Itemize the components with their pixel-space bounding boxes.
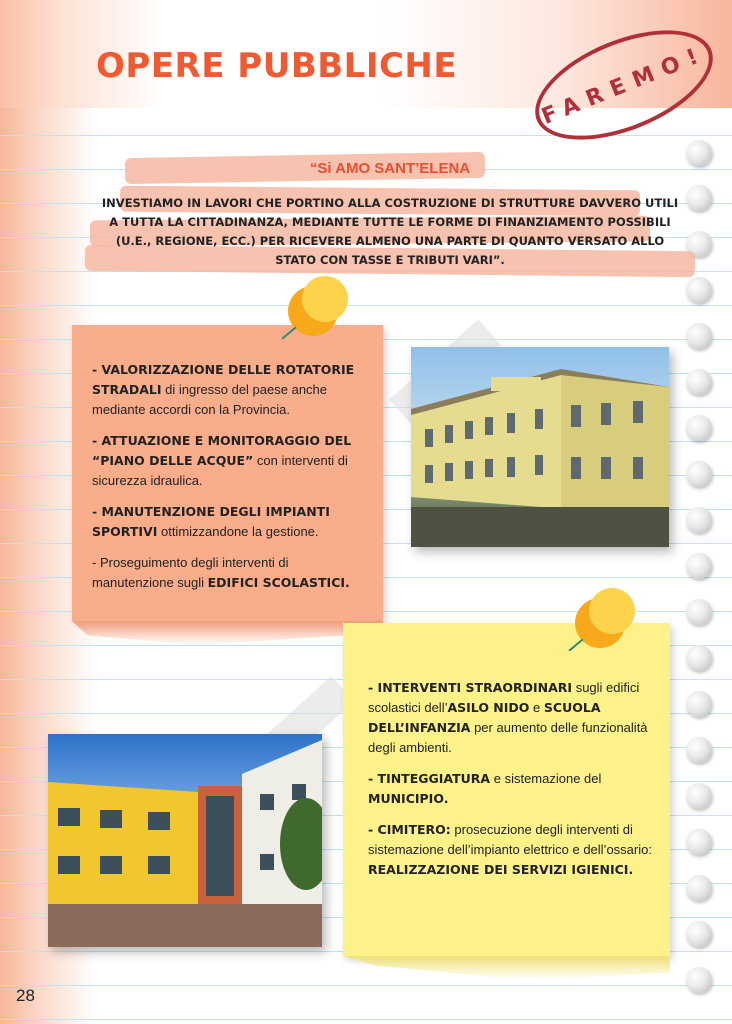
orange-note-list [92, 360, 372, 604]
list-item: - ATTUAZIONE E MONITORAGGIO DEL “PIANO DELLE ACQUE” con interventi di sicurezza idraulica. [92, 433, 352, 488]
binder-ring-icon [686, 415, 712, 441]
list-item: - Proseguimento degli interventi di manutenzione sugli EDIFICI SCOLASTICI. [92, 555, 350, 590]
list-item: - VALORIZZAZIONE DELLE ROTATORIE STRADALI di ingresso del paese anche mediante accordi con la Provincia. [92, 362, 355, 417]
note-curl [343, 956, 670, 980]
binder-ring-icon [686, 507, 712, 533]
kindergarten-photo [48, 734, 322, 947]
list-item: - MANUTENZIONE DEGLI IMPIANTI SPORTIVI ottimizzandone la gestione. [92, 504, 330, 539]
binder-ring-icon [686, 783, 712, 809]
page-number: 28 [16, 986, 35, 1005]
yellow-note-list [368, 678, 663, 891]
binder-ring-icon [686, 921, 712, 947]
binder-ring-icon [686, 461, 712, 487]
list-item: - CIMITERO: prosecuzione degli interventi di sistemazione dell’impianto elettrico e dell’ossario: REALIZZAZIONE DEI SERVIZI IGIENICI. [368, 822, 652, 877]
binder-ring-icon [686, 369, 712, 395]
binder-ring-icon [686, 140, 712, 166]
intro-paragraph: INVESTIAMO IN LAVORI CHE PORTINO ALLA COSTRUZIONE DI STRUTTURE DAVVERO UTILI A TUTTA LA CITTADINANZA, MEDIANTE TUTTE LE FORME DI FINANZIAMENTO POSSIBILI (U.E., REGIONE, ECC.) PER RICEVERE ALMENO UNA PARTE DI QUANTO VERSATO ALLO STATO CON TASSE E TRIBUTI VARI”. [101, 196, 679, 267]
binder-ring-icon [686, 691, 712, 717]
school-building-photo [411, 347, 669, 547]
binder-ring-icon [686, 323, 712, 349]
binder-ring-icon [686, 185, 712, 211]
binder-ring-icon [686, 737, 712, 763]
binder-ring-icon [686, 875, 712, 901]
list-item: - TINTEGGIATURA e sistemazione del MUNICIPIO. [368, 771, 602, 806]
binder-ring-icon [686, 645, 712, 671]
motto-heading: “Si AMO SANT’ELENA [309, 160, 471, 177]
note-curl [72, 621, 383, 645]
binder-ring-icon [686, 599, 712, 625]
binder-ring-icon [686, 967, 712, 993]
list-item: - INTERVENTI STRAORDINARI sugli edifici scolastici dell’ASILO NIDO e SCUOLA DELL’INFANZIA per aumento delle funzionalità degli ambienti. [368, 680, 648, 755]
binder-ring-icon [686, 277, 712, 303]
pushpin-icon [288, 276, 350, 338]
page-title: OPERE PUBBLICHE [96, 46, 458, 86]
binder-ring-icon [686, 829, 712, 855]
stamp-text: FAREMO! [538, 40, 710, 130]
binder-ring-icon [686, 553, 712, 579]
pushpin-icon [575, 588, 637, 650]
